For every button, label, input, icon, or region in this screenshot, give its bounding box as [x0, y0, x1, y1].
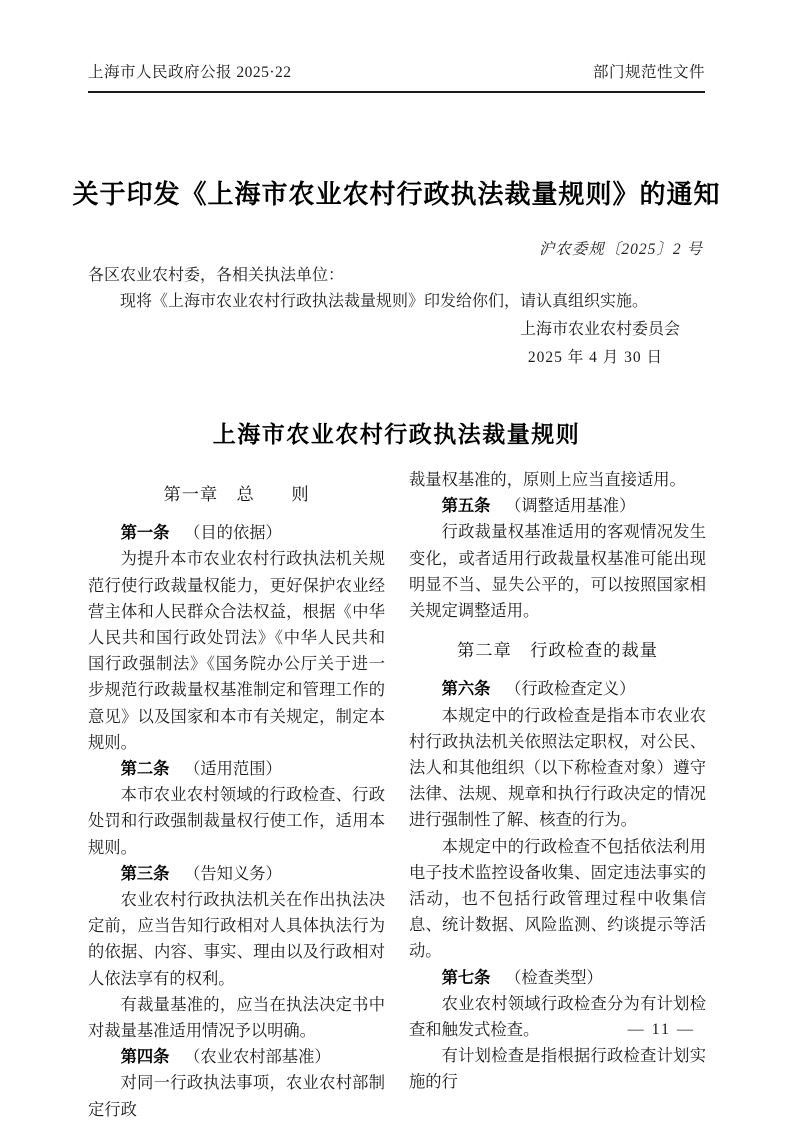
article-1-heading: [88, 520, 385, 546]
chapter-2-heading: 第二章 行政检查的裁量: [456, 641, 659, 661]
document-number: 沪农委规〔2025〕2 号: [538, 241, 703, 258]
article-2-label: 第二条: [120, 760, 170, 779]
gazette-name: 上海市人民政府公报 2025·22: [88, 64, 292, 81]
article-7-heading: [409, 965, 706, 991]
article-4-paragraph-start: 对同一行政执法事项，农业农村部制定行政: [88, 1073, 385, 1119]
article-5-paragraph: 行政裁量权基准适用的客观情况发生变化，或者适用行政裁量权基准可能出现明显不当、显失公平的，可以按照国家相关规定调整适用。: [409, 522, 706, 621]
article-4-title: （农业农村部基准）: [184, 1047, 331, 1067]
article-6-label: 第六条: [441, 680, 491, 699]
article-6-heading: [409, 676, 706, 702]
article-6-paragraph-2: 本规定中的行政检查不包括依法利用电子技术监控设备收集、固定违法事实的活动，也不包括行政管理过程中收集信息、统计数据、风险监测、约谈提示等活动。: [409, 836, 706, 961]
article-5-label: 第五条: [441, 497, 491, 516]
article-4-paragraph-continued: 裁量权基准的，原则上应当直接适用。: [409, 470, 686, 489]
article-6-title: （行政检查定义）: [505, 679, 636, 699]
left-column: [88, 467, 385, 1122]
article-1-label: 第一条: [120, 524, 170, 543]
issue-date: 2025 年 4 月 30 日: [527, 349, 663, 366]
page-header: [88, 60, 705, 93]
article-2-paragraph: 本市农业农村领域的行政检查、行政处罚和行政强制裁量权行使工作，适用本规则。: [88, 785, 385, 857]
article-5-title: （调整适用基准）: [505, 496, 636, 516]
article-7-title: （检查类型）: [505, 967, 603, 987]
article-5-heading: [409, 493, 706, 519]
notice-body: 现将《上海市农业农村行政执法裁量规则》印发给你们，请认真组织实施。: [120, 293, 649, 310]
article-4-heading: [88, 1044, 385, 1070]
issuing-authority: 上海市农业农村委员会: [519, 321, 680, 338]
article-4-label: 第四条: [120, 1048, 170, 1067]
article-2-heading: [88, 756, 385, 782]
article-3-label: 第三条: [120, 864, 170, 883]
article-3-heading: [88, 861, 385, 887]
article-6-paragraph-1: 本规定中的行政检查是指本市农业农村行政执法机关依照法定职权，对公民、法人和其他组织（以下称检查对象）遵守法律、法规、规章和执行行政决定的情况进行强制性了解、核查的行为。: [409, 705, 706, 830]
page-number: — 11 —: [627, 1021, 695, 1038]
article-7-paragraph-1: 农业农村领域行政检查分为有计划检查和触发式检查。: [409, 993, 706, 1040]
rules-body: [88, 467, 706, 1122]
article-2-title: （适用范围）: [184, 759, 282, 779]
article-1-paragraph: 为提升本市农业农村行政执法机关规范行使行政裁量权能力，更好保护农业经营主体和人民群众合法权益，根据《中华人民共和国行政处罚法》《中华人民共和国行政强制法》《国务院办公厅关于进一步规范行政裁量权基准制定和管理工作的意见》以及国家和本市有关规定，制定本规则。: [88, 549, 385, 752]
article-1-title: （目的依据）: [184, 523, 282, 543]
article-3-paragraph-1: 农业农村行政执法机关在作出执法决定前，应当告知行政相对人具体执法行为的依据、内容、事实、理由以及行政相对人依法享有的权利。: [88, 890, 385, 988]
notice-title: 关于印发《上海市农业农村行政执法裁量规则》的通知: [72, 179, 721, 209]
article-3-title: （告知义务）: [184, 863, 282, 883]
article-7-label: 第七条: [441, 968, 491, 987]
article-3-paragraph-2: 有裁量基准的，应当在执法决定书中对裁量基准适用情况予以明确。: [88, 994, 385, 1041]
salutation: 各区农业农村委，各相关执法单位：: [88, 267, 345, 284]
rules-title: 上海市农业农村行政执法裁量规则: [212, 421, 581, 447]
article-7-paragraph-2: 有计划检查是指根据行政检查计划实施的行: [409, 1046, 706, 1092]
document-category: 部门规范性文件: [592, 64, 705, 81]
chapter-1-heading: 第一章 总 则: [163, 485, 310, 504]
